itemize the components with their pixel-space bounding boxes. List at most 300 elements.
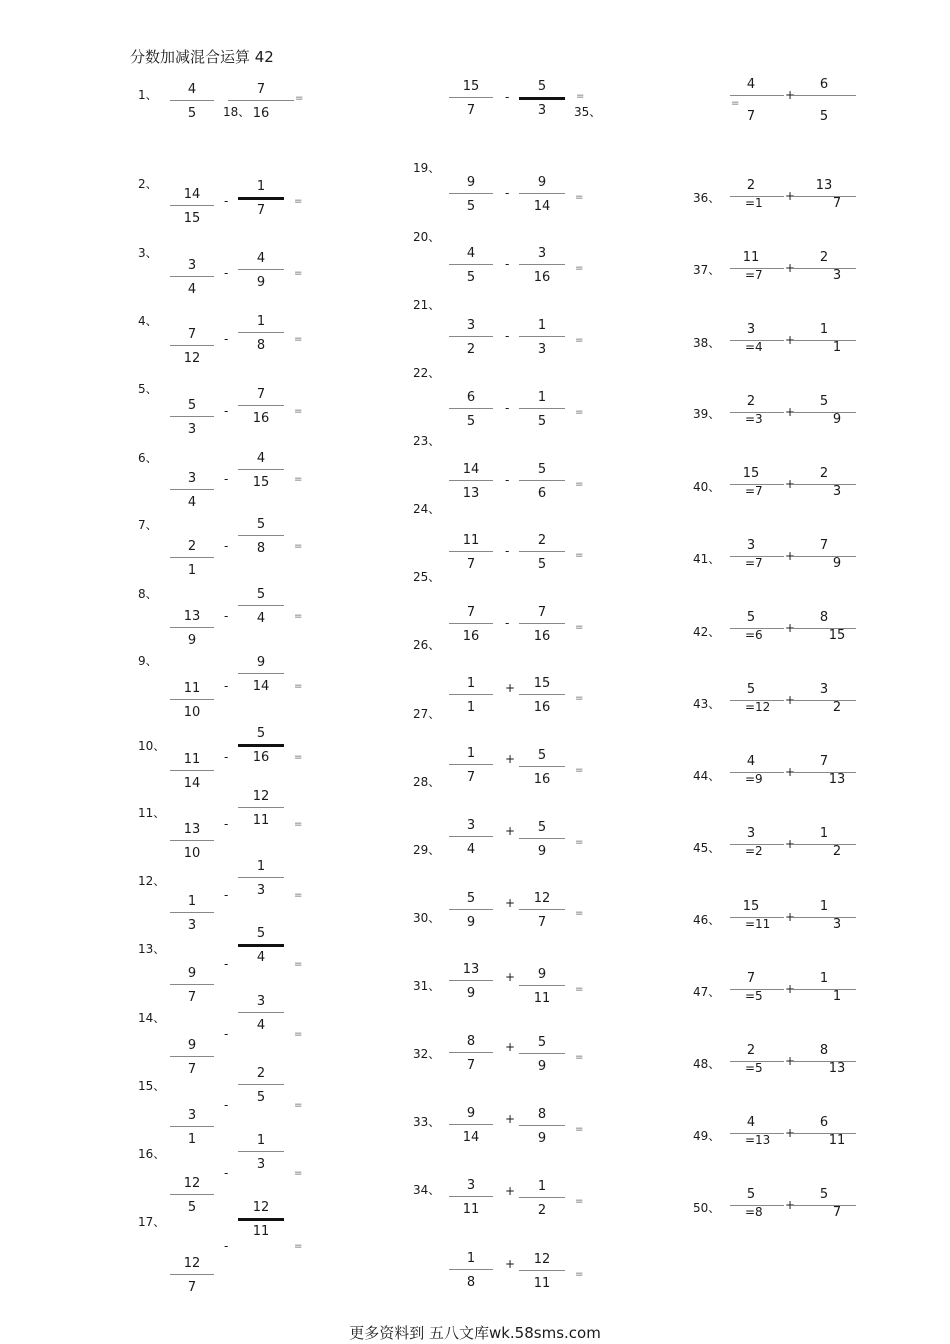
col2-problem-4-equals: =: [575, 335, 584, 346]
col3-problem-13-b-denominator: 1: [832, 989, 842, 1004]
col3-problem-6-a-numerator: 15: [742, 466, 760, 481]
col3-problem-8-a-denominator: 6: [755, 628, 763, 642]
col2-problem-14-a-denominator: 7: [466, 1058, 476, 1073]
col1-problem-12-b-denominator: 3: [256, 883, 266, 898]
col3-problem-4-b-numerator: 1: [819, 322, 829, 337]
col3-problem-2-equals: =: [745, 196, 756, 210]
col3-problem-10-b-numerator: 7: [819, 754, 829, 769]
col3-problem-4-equals: =: [745, 340, 756, 354]
col2-problem-12-equals: =: [575, 908, 584, 919]
col1-problem-11-b-denominator: 11: [252, 813, 270, 828]
col1-problem-8-equals: =: [294, 611, 303, 622]
col2-problem-12-b-numerator: 12: [533, 891, 551, 906]
col1-problem-3-equals: =: [294, 268, 303, 279]
col3-problem-7-equals: =: [745, 556, 756, 570]
col1-problem-16-b-denominator: 3: [256, 1157, 266, 1172]
col2-problem-9-b-denominator: 16: [533, 700, 551, 715]
col2-problem-8-operator: -: [505, 616, 510, 630]
col1-problem-13-a-denominator: 7: [187, 990, 197, 1005]
col2-problem-11-a-denominator: 4: [466, 842, 476, 857]
col2-problem-10-a-fraction-bar: [449, 764, 493, 765]
col3-problem-5-label: 39、: [693, 407, 721, 421]
col3-problem-13-label: 47、: [693, 985, 721, 999]
col3-problem-6-operator: +: [785, 477, 796, 491]
col1-problem-12-a-numerator: 1: [187, 894, 197, 909]
col3-problem-15-a-denominator: 13: [755, 1133, 771, 1147]
col1-problem-16-a-denominator: 5: [187, 1200, 197, 1215]
footer-text: 更多资料到 五八文库wk.58sms.com: [349, 1324, 601, 1342]
col1-problem-13-a-numerator: 9: [187, 966, 197, 981]
col1-problem-4-operator: -: [224, 332, 229, 346]
col2-problem-11-b-fraction-bar: [519, 838, 565, 839]
col3-problem-16-equals: =: [745, 1205, 756, 1219]
col1-problem-2-b-numerator: 1: [256, 179, 266, 194]
col3-problem-14-label: 48、: [693, 1057, 721, 1071]
col3-problem-7-operator: +: [785, 549, 796, 563]
col2-problem-16-a-denominator: 11: [462, 1202, 480, 1217]
col3-problem-10-a-denominator: 9: [755, 772, 763, 786]
col3-problem-10-label: 44、: [693, 769, 721, 783]
col2-problem-7-a-denominator: 7: [466, 557, 476, 572]
col3-problem-11-label: 45、: [693, 841, 721, 855]
col1-problem-10-b-fraction-bar: [238, 744, 284, 747]
col2-problem-5-operator: -: [505, 401, 510, 415]
col2-problem-2-operator: -: [505, 186, 510, 200]
col1-problem-14-b-numerator: 3: [256, 994, 266, 1009]
col2-problem-11-b-denominator: 9: [537, 844, 547, 859]
col1-problem-2-equals: =: [294, 196, 303, 207]
col1-problem-1-a-numerator: 4: [187, 82, 197, 97]
col1-problem-10-operator: -: [224, 750, 229, 764]
col1-problem-5-b-denominator: 16: [252, 411, 270, 426]
col2-problem-5-a-denominator: 5: [466, 414, 476, 429]
col1-problem-6-b-numerator: 4: [256, 451, 266, 466]
col2-problem-5-label: 22、: [413, 366, 441, 380]
col2-problem-9-a-denominator: 1: [466, 700, 476, 715]
col2-problem-5-a-numerator: 6: [466, 390, 476, 405]
col1-problem-3-operator: -: [224, 266, 229, 280]
col3-problem-2-label: 36、: [693, 191, 721, 205]
col2-problem-2-a-numerator: 9: [466, 175, 476, 190]
col1-problem-17-label: 17、: [138, 1215, 166, 1229]
col1-problem-14-b-denominator: 4: [256, 1018, 266, 1033]
col2-problem-1-a-denominator: 7: [466, 103, 476, 118]
col1-problem-16-label: 16、: [138, 1147, 166, 1161]
col3-problem-4-a-numerator: 3: [746, 322, 756, 337]
col1-problem-1-equals: =: [295, 93, 304, 104]
col1-problem-6-equals: =: [294, 474, 303, 485]
col3-problem-13-a-denominator: 5: [755, 989, 763, 1003]
col2-problem-17-b-denominator: 11: [533, 1276, 551, 1291]
col3-problem-15-b-numerator: 6: [819, 1115, 829, 1130]
col1-problem-9-a-numerator: 11: [183, 681, 201, 696]
col3-problem-15-label: 49、: [693, 1129, 721, 1143]
col2-problem-5-equals: =: [575, 407, 584, 418]
col1-problem-5-b-fraction-bar: [238, 405, 284, 406]
col1-problem-7-b-numerator: 5: [256, 517, 266, 532]
col3-problem-9-b-denominator: 2: [832, 700, 842, 715]
col3-problem-16-a-numerator: 5: [746, 1187, 756, 1202]
col1-problem-7-a-denominator: 1: [187, 563, 197, 578]
col1-problem-12-label: 12、: [138, 874, 166, 888]
col2-problem-9-a-fraction-bar: [449, 694, 493, 695]
col1-problem-11-a-numerator: 13: [183, 822, 201, 837]
col3-problem-6-a-denominator: 7: [755, 484, 763, 498]
col1-problem-15-a-numerator: 3: [187, 1108, 197, 1123]
col1-problem-10-equals: =: [294, 752, 303, 763]
col1-problem-2-b-fraction-bar: [238, 197, 284, 200]
col3-problem-3-operator: +: [785, 261, 796, 275]
col1-problem-2-a-fraction-bar: [170, 205, 214, 206]
col3-problem-8-a-numerator: 5: [746, 610, 756, 625]
col3-problem-14-b-numerator: 8: [819, 1043, 829, 1058]
col2-problem-8-a-fraction-bar: [449, 623, 493, 624]
col1-problem-14-equals: =: [294, 1029, 303, 1040]
col3-problem-7-b-denominator: 9: [832, 556, 842, 571]
col1-problem-10-a-numerator: 11: [183, 752, 201, 767]
col1-problem-14-a-denominator: 7: [187, 1062, 197, 1077]
col1-problem-4-b-denominator: 8: [256, 338, 266, 353]
col3-problem-15-equals: =: [745, 1133, 756, 1147]
col1-problem-7-a-numerator: 2: [187, 539, 197, 554]
col2-problem-13-a-fraction-bar: [449, 980, 493, 981]
col2-problem-2-b-fraction-bar: [519, 193, 565, 194]
col1-problem-17-a-denominator: 7: [187, 1280, 197, 1295]
col2-problem-9-label: 26、: [413, 638, 441, 652]
col3-problem-1-b-fraction-bar: [792, 95, 856, 96]
col1-problem-16-a-numerator: 12: [183, 1176, 201, 1191]
col1-problem-8-operator: -: [224, 609, 229, 623]
col2-problem-2-b-numerator: 9: [537, 175, 547, 190]
col1-problem-3-a-denominator: 4: [187, 282, 197, 297]
col3-problem-5-a-numerator: 2: [746, 394, 756, 409]
col2-problem-11-operator: +: [505, 824, 516, 838]
col2-problem-8-a-numerator: 7: [466, 605, 476, 620]
col1-problem-1-b-fraction-bar: [228, 100, 294, 101]
col1-problem-12-a-fraction-bar: [170, 912, 214, 913]
col2-problem-4-label: 21、: [413, 298, 441, 312]
col1-problem-7-label: 7、: [138, 518, 158, 532]
col3-problem-13-equals: =: [745, 989, 756, 1003]
col3-problem-7-a-numerator: 3: [746, 538, 756, 553]
col1-problem-11-equals: =: [294, 819, 303, 830]
col2-problem-3-a-fraction-bar: [449, 264, 493, 265]
col2-problem-14-b-numerator: 5: [537, 1035, 547, 1050]
col3-problem-1-operator: +: [785, 88, 796, 102]
col3-problem-13-a-numerator: 7: [746, 971, 756, 986]
col3-problem-8-operator: +: [785, 621, 796, 635]
col3-problem-5-b-denominator: 9: [832, 412, 842, 427]
col1-problem-13-b-denominator: 4: [256, 950, 266, 965]
col3-problem-11-operator: +: [785, 837, 796, 851]
col2-problem-3-label: 20、: [413, 230, 441, 244]
col3-problem-5-a-denominator: 3: [755, 412, 763, 426]
col2-problem-2-a-denominator: 5: [466, 199, 476, 214]
col2-problem-5-a-fraction-bar: [449, 408, 493, 409]
col2-problem-6-a-fraction-bar: [449, 480, 493, 481]
col1-problem-15-equals: =: [294, 1100, 303, 1111]
col1-problem-3-a-numerator: 3: [187, 258, 197, 273]
col3-problem-10-b-denominator: 13: [828, 772, 846, 787]
col2-problem-16-b-fraction-bar: [519, 1197, 565, 1198]
col2-problem-10-b-numerator: 5: [537, 748, 547, 763]
col2-problem-8-b-denominator: 16: [533, 629, 551, 644]
col1-problem-7-equals: =: [294, 541, 303, 552]
col3-problem-1-a-fraction-bar: [730, 95, 784, 96]
col2-problem-15-a-fraction-bar: [449, 1124, 493, 1125]
col2-problem-7-b-denominator: 5: [537, 557, 547, 572]
col2-problem-16-a-numerator: 3: [466, 1178, 476, 1193]
col2-problem-17-label: 34、: [413, 1183, 441, 1197]
col2-problem-4-a-denominator: 2: [466, 342, 476, 357]
col2-problem-3-b-numerator: 3: [537, 246, 547, 261]
col1-problem-6-a-denominator: 4: [187, 495, 197, 510]
col1-problem-17-operator: -: [224, 1239, 229, 1253]
col1-problem-13-b-numerator: 5: [256, 926, 266, 941]
col3-problem-16-operator: +: [785, 1198, 796, 1212]
col3-problem-10-operator: +: [785, 765, 796, 779]
col1-problem-1-b-denominator: 16: [252, 106, 270, 121]
col1-problem-14-a-numerator: 9: [187, 1038, 197, 1053]
col2-problem-8-equals: =: [575, 622, 584, 633]
col1-problem-11-label: 11、: [138, 806, 166, 820]
col2-problem-9-operator: +: [505, 681, 516, 695]
col1-problem-9-operator: -: [224, 679, 229, 693]
col2-problem-11-equals: =: [575, 837, 584, 848]
col1-problem-1-b-numerator: 7: [256, 82, 266, 97]
col1-problem-10-a-denominator: 14: [183, 776, 201, 791]
col2-problem-2-label: 19、: [413, 161, 441, 175]
col1-problem-8-label: 8、: [138, 587, 158, 601]
col3-problem-16-label: 50、: [693, 1201, 721, 1215]
col2-problem-14-b-fraction-bar: [519, 1053, 565, 1054]
col2-problem-2-equals: =: [575, 192, 584, 203]
col1-problem-8-a-numerator: 13: [183, 609, 201, 624]
col3-problem-2-a-denominator: 1: [755, 196, 763, 210]
col3-problem-3-b-numerator: 2: [819, 250, 829, 265]
col2-problem-14-a-fraction-bar: [449, 1052, 493, 1053]
col2-problem-13-b-numerator: 9: [537, 967, 547, 982]
col1-problem-2-label: 2、: [138, 177, 158, 191]
col2-problem-12-b-fraction-bar: [519, 909, 565, 910]
col2-problem-15-equals: =: [575, 1124, 584, 1135]
col3-problem-1-b-numerator: 6: [819, 77, 829, 92]
col2-problem-1-b-fraction-bar: [519, 97, 565, 100]
col1-problem-2-b-denominator: 7: [256, 203, 266, 218]
col1-problem-15-a-fraction-bar: [170, 1126, 214, 1127]
col2-problem-3-operator: -: [505, 257, 510, 271]
col1-problem-11-b-fraction-bar: [238, 807, 284, 808]
col2-problem-14-equals: =: [575, 1052, 584, 1063]
col3-problem-9-b-numerator: 3: [819, 682, 829, 697]
col1-problem-6-b-fraction-bar: [238, 469, 284, 470]
col3-problem-3-equals: =: [745, 268, 756, 282]
col1-problem-6-label: 6、: [138, 451, 158, 465]
col1-problem-5-a-numerator: 5: [187, 398, 197, 413]
col1-problem-15-b-denominator: 5: [256, 1090, 266, 1105]
col2-problem-12-operator: +: [505, 896, 516, 910]
col1-problem-17-b-fraction-bar: [238, 1218, 284, 1221]
col1-problem-12-b-numerator: 1: [256, 859, 266, 874]
col1-problem-3-b-numerator: 4: [256, 251, 266, 266]
col2-problem-7-b-numerator: 2: [537, 533, 547, 548]
col2-problem-12-a-denominator: 9: [466, 915, 476, 930]
col1-problem-16-equals: =: [294, 1168, 303, 1179]
col1-problem-3-b-fraction-bar: [238, 269, 284, 270]
col3-problem-15-a-numerator: 4: [746, 1115, 756, 1130]
col1-problem-4-equals: =: [294, 334, 303, 345]
col2-problem-7-a-fraction-bar: [449, 551, 493, 552]
col2-problem-6-label: 23、: [413, 434, 441, 448]
col1-problem-5-a-denominator: 3: [187, 422, 197, 437]
col2-problem-11-a-fraction-bar: [449, 836, 493, 837]
col2-problem-10-b-denominator: 16: [533, 772, 551, 787]
col1-problem-14-a-fraction-bar: [170, 1056, 214, 1057]
col1-problem-1-label: 1、: [138, 88, 158, 102]
col1-problem-15-a-denominator: 1: [187, 1132, 197, 1147]
col2-problem-6-a-numerator: 14: [462, 462, 480, 477]
col3-problem-2-operator: +: [785, 189, 796, 203]
col1-problem-13-b-fraction-bar: [238, 944, 284, 947]
col3-problem-3-a-denominator: 7: [755, 268, 763, 282]
col2-problem-12-a-numerator: 5: [466, 891, 476, 906]
col3-problem-8-b-denominator: 15: [828, 628, 846, 643]
col3-problem-9-operator: +: [785, 693, 796, 707]
col3-problem-12-a-numerator: 15: [742, 899, 760, 914]
col2-problem-14-operator: +: [505, 1040, 516, 1054]
col1-problem-5-a-fraction-bar: [170, 416, 214, 417]
col1-problem-9-b-fraction-bar: [238, 673, 284, 674]
col2-problem-8-b-fraction-bar: [519, 623, 565, 624]
col1-problem-7-b-fraction-bar: [238, 535, 284, 536]
col3-problem-4-label: 38、: [693, 336, 721, 350]
col1-problem-13-a-fraction-bar: [170, 984, 214, 985]
col3-problem-11-b-denominator: 2: [832, 844, 842, 859]
col2-problem-17-a-numerator: 1: [466, 1251, 476, 1266]
col1-problem-1-a-fraction-bar: [170, 100, 214, 101]
col2-problem-3-a-numerator: 4: [466, 246, 476, 261]
col2-problem-2-a-fraction-bar: [449, 193, 493, 194]
col1-problem-6-a-fraction-bar: [170, 489, 214, 490]
col1-problem-11-a-fraction-bar: [170, 840, 214, 841]
col1-problem-8-b-numerator: 5: [256, 587, 266, 602]
col2-problem-10-b-fraction-bar: [519, 766, 565, 767]
col3-problem-10-a-numerator: 4: [746, 754, 756, 769]
col1-problem-3-b-denominator: 9: [256, 275, 266, 290]
col2-problem-4-b-denominator: 3: [537, 342, 547, 357]
col1-problem-9-label: 9、: [138, 654, 158, 668]
col2-problem-7-equals: =: [575, 550, 584, 561]
col1-problem-16-b-numerator: 1: [256, 1133, 266, 1148]
col1-problem-17-a-numerator: 12: [183, 1256, 201, 1271]
col1-problem-9-b-numerator: 9: [256, 655, 266, 670]
col3-problem-12-label: 46、: [693, 913, 721, 927]
col1-problem-14-b-fraction-bar: [238, 1012, 284, 1013]
col2-problem-7-operator: -: [505, 544, 510, 558]
col2-problem-14-b-denominator: 9: [537, 1059, 547, 1074]
col2-problem-13-equals: =: [575, 984, 584, 995]
col2-problem-13-b-denominator: 11: [533, 991, 551, 1006]
col2-problem-5-b-denominator: 5: [537, 414, 547, 429]
col2-problem-11-label: 28、: [413, 775, 441, 789]
col1-problem-12-operator: -: [224, 888, 229, 902]
col2-problem-8-a-denominator: 16: [462, 629, 480, 644]
col1-problem-4-b-numerator: 1: [256, 314, 266, 329]
col2-problem-13-label: 30、: [413, 911, 441, 925]
col2-problem-1-a-fraction-bar: [449, 97, 493, 98]
col3-problem-1-a-denominator: 7: [746, 109, 756, 124]
col3-problem-15-operator: +: [785, 1126, 796, 1140]
col1-problem-4-b-fraction-bar: [238, 332, 284, 333]
col3-problem-5-operator: +: [785, 405, 796, 419]
col2-problem-9-a-numerator: 1: [466, 676, 476, 691]
col1-problem-5-equals: =: [294, 406, 303, 417]
col3-problem-16-b-denominator: 7: [832, 1205, 842, 1220]
col2-problem-17-operator: +: [505, 1257, 516, 1271]
col2-problem-13-operator: +: [505, 970, 516, 984]
col3-problem-4-a-denominator: 4: [755, 340, 763, 354]
col1-problem-9-a-fraction-bar: [170, 699, 214, 700]
col2-problem-16-b-denominator: 2: [537, 1203, 547, 1218]
col3-problem-6-label: 40、: [693, 480, 721, 494]
col1-problem-13-equals: =: [294, 959, 303, 970]
col2-problem-13-a-denominator: 9: [466, 986, 476, 1001]
col1-problem-14-operator: -: [224, 1027, 229, 1041]
col2-problem-15-b-denominator: 9: [537, 1131, 547, 1146]
col2-problem-15-operator: +: [505, 1112, 516, 1126]
col1-problem-15-b-numerator: 2: [256, 1066, 266, 1081]
col2-problem-7-a-numerator: 11: [462, 533, 480, 548]
col3-problem-6-b-numerator: 2: [819, 466, 829, 481]
col3-problem-8-b-numerator: 8: [819, 610, 829, 625]
col3-problem-12-b-numerator: 1: [819, 899, 829, 914]
col1-problem-9-equals: =: [294, 681, 303, 692]
col3-problem-13-operator: +: [785, 982, 796, 996]
col2-problem-1-label: 18、: [223, 105, 251, 119]
col2-problem-7-b-fraction-bar: [519, 551, 565, 552]
col3-problem-11-a-denominator: 2: [755, 844, 763, 858]
col2-problem-17-b-numerator: 12: [533, 1252, 551, 1267]
col3-problem-9-equals: =: [745, 700, 756, 714]
col3-problem-11-equals: =: [745, 844, 756, 858]
col3-problem-3-b-denominator: 3: [832, 268, 842, 283]
col2-problem-17-a-fraction-bar: [449, 1269, 493, 1270]
col1-problem-16-b-fraction-bar: [238, 1151, 284, 1152]
col3-problem-1-label: 35、: [574, 105, 602, 119]
col2-problem-11-a-numerator: 3: [466, 818, 476, 833]
col1-problem-8-b-fraction-bar: [238, 605, 284, 606]
col1-problem-12-a-denominator: 3: [187, 918, 197, 933]
col3-problem-7-a-denominator: 7: [755, 556, 763, 570]
col3-problem-2-a-numerator: 2: [746, 178, 756, 193]
col2-problem-2-b-denominator: 14: [533, 199, 551, 214]
col2-problem-16-equals: =: [575, 1196, 584, 1207]
col3-problem-2-b-denominator: 7: [832, 196, 842, 211]
col2-problem-12-b-denominator: 7: [537, 915, 547, 930]
col3-problem-1-equals: =: [731, 98, 740, 109]
col3-problem-12-a-denominator: 11: [755, 917, 771, 931]
col1-problem-4-label: 4、: [138, 314, 158, 328]
col1-problem-15-operator: -: [224, 1098, 229, 1112]
col2-problem-1-operator: -: [505, 90, 510, 104]
col2-problem-4-a-numerator: 3: [466, 318, 476, 333]
col2-problem-6-b-fraction-bar: [519, 480, 565, 481]
col3-problem-1-a-numerator: 4: [746, 77, 756, 92]
col1-problem-6-operator: -: [224, 472, 229, 486]
col2-problem-3-b-denominator: 16: [533, 270, 551, 285]
col2-problem-7-label: 24、: [413, 502, 441, 516]
col2-problem-10-a-numerator: 1: [466, 746, 476, 761]
